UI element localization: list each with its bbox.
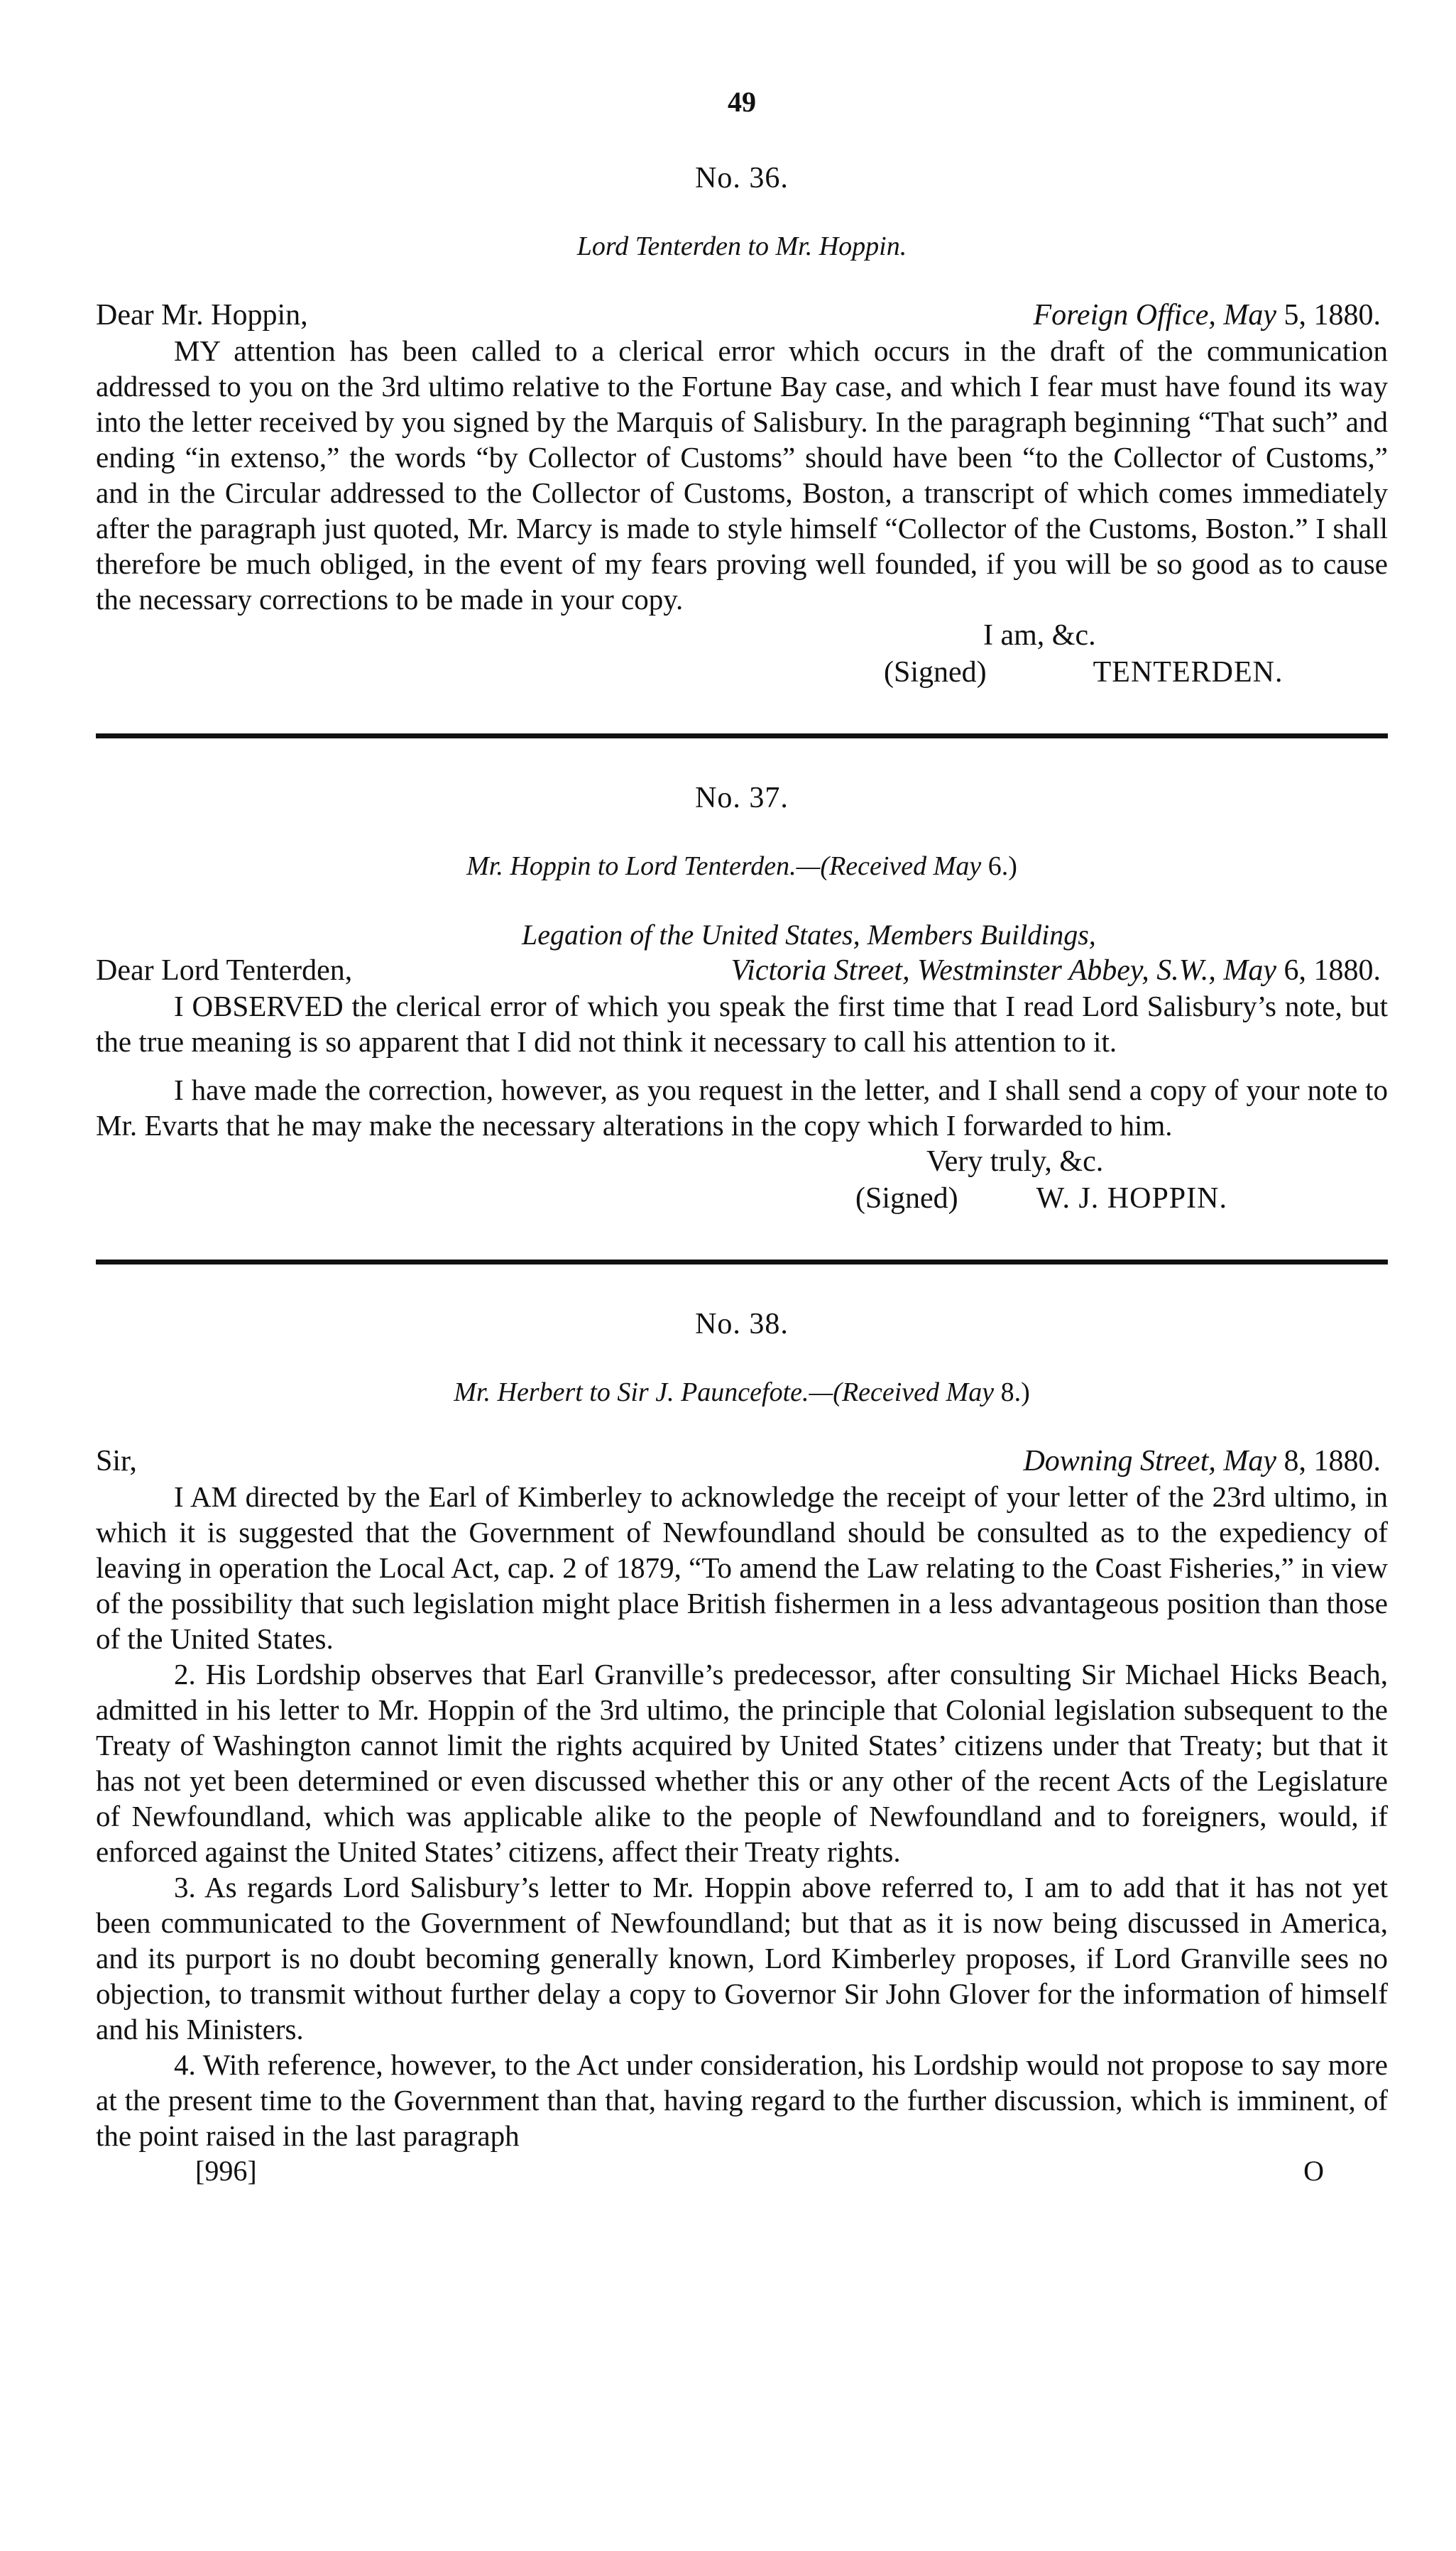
section-divider <box>96 1260 1388 1264</box>
letter-number: No. 37. <box>695 782 789 814</box>
salutation: Sir, <box>96 1445 137 1477</box>
place: Foreign Office, May <box>1033 299 1276 332</box>
document-page <box>96 85 1388 2189</box>
closing: Very truly, &c. <box>926 1145 1104 1178</box>
paragraph: I AM directed by the Earl of Kimberley to acknowledge the receipt of your letter of the 23rd ultimo, in which it is suggested that the Government of Newfoundland should be consulted as to the expediency of leaving in operation the Local Act, cap. 2 of 1879, “To amend the Law relating to the Coast Fisheries,” in view of the possibility that such legislation might place British fishermen in a less advantageous position than those of the United States. <box>96 1480 1388 1655</box>
place: Victoria Street, Westminster Abbey, S.W., May <box>730 954 1276 987</box>
letter-heading: Mr. Herbert to Sir J. Pauncefote.—(Received May <box>454 1377 995 1407</box>
received-date: 6.) <box>987 851 1017 881</box>
signature-line <box>96 1180 1388 1217</box>
salutation-line <box>96 297 1388 333</box>
signature-mark: [996] <box>195 2155 257 2187</box>
paragraph: 4. With reference, however, to the Act under consideration, his Lordship would not propose to say more at the present time to the Government than that, having regard to the further discussion, which is imminent, of the point raised in the last paragraph <box>96 2048 1388 2152</box>
signed-label: (Signed) <box>884 656 987 689</box>
page-footer <box>96 2153 1388 2189</box>
place-date <box>1033 297 1381 333</box>
closing: I am, &c. <box>983 619 1096 652</box>
letter-heading-line <box>96 1377 1388 1408</box>
letter-heading: Mr. Hoppin to Lord Tenterden.—(Received May <box>466 851 982 881</box>
place-date <box>1023 1443 1381 1479</box>
letter-heading-line <box>96 851 1388 882</box>
letter-heading: Lord Tenterden to Mr. Hoppin. <box>576 231 907 261</box>
sheet-mark: O <box>1303 2155 1324 2187</box>
signature: TENTERDEN. <box>1093 656 1283 689</box>
paragraph: I OBSERVED the clerical error of which you speak the first time that I read Lord Salisbury’s note, but the true meaning is so apparent that I did not think it necessary to call his attention to it. <box>96 990 1388 1058</box>
place: Downing Street, May <box>1023 1445 1276 1477</box>
letter-37 <box>96 781 1388 1217</box>
section-divider <box>96 733 1388 738</box>
salutation-line <box>96 1443 1388 1479</box>
date: 5, 1880. <box>1283 299 1381 332</box>
letter-number: No. 36. <box>695 162 789 195</box>
signed-label: (Signed) <box>855 1182 958 1215</box>
date: 8, 1880. <box>1283 1445 1381 1477</box>
letter-36 <box>96 161 1388 691</box>
place-date <box>731 953 1381 988</box>
letter-number: No. 38. <box>695 1308 789 1340</box>
paragraph: 3. As regards Lord Salisbury’s letter to Mr. Hoppin above referred to, I am to add that it has not yet been communicated to the Government of Newfoundland; but that as it is now being discussed in America, and its purport is no doubt becoming generally known, Lord Kimberley proposes, if Lord Granville sees no objection, to transmit without further delay a copy to Governor Sir John Glover for the information of himself and his Ministers. <box>96 1871 1388 2045</box>
page-number: 49 <box>728 86 756 118</box>
signature-line <box>96 654 1388 691</box>
date: 6, 1880. <box>1283 954 1381 987</box>
salutation: Dear Mr. Hoppin, <box>96 299 308 332</box>
salutation-line <box>96 953 1388 988</box>
closing-block <box>96 617 1388 691</box>
signature: W. J. HOPPIN. <box>1036 1182 1227 1215</box>
paragraph: I have made the correction, however, as you request in the letter, and I shall send a copy of your note to Mr. Evarts that he may make the necessary alterations in the copy which I forwarded to him. <box>96 1074 1388 1142</box>
address-line: Legation of the United States, Members Buildings, <box>522 919 1096 951</box>
paragraph: 2. His Lordship observes that Earl Granville’s predecessor, after consulting Sir Michael Hicks Beach, admitted in his letter to Mr. Hoppin of the 3rd ultimo, the principle that Colonial legislation subsequent to the Treaty of Washington cannot limit the rights acquired by United States’ citizens under that Treaty; but that it has not yet been determined or even discussed whether this or any other of the recent Acts of the Legislature of Newfoundland, which was applicable alike to the people of Newfoundland and to foreigners, would, if enforced against the United States’ citizens, affect their Treaty rights. <box>96 1658 1388 1868</box>
paragraph: MY attention has been called to a clerical error which occurs in the draft of the communication addressed to you on the 3rd ultimo relative to the Fortune Bay case, and which I fear must have found its way into the letter received by you signed by the Marquis of Salisbury. In the paragraph beginning “That such” and ending “in extenso,” the words “by Collector of Customs” should have been “to the Collector of Customs,” and in the Circular addressed to the Collector of Customs, Boston, a transcript of which comes immediately after the paragraph just quoted, Mr. Marcy is made to style himself “Collector of the Customs, Boston.” I shall therefore be much obliged, in the event of my fears proving well founded, if you will be so good as to cause the necessary corrections to be made in your copy. <box>96 334 1388 616</box>
closing-block <box>96 1143 1388 1217</box>
salutation: Dear Lord Tenterden, <box>96 954 353 987</box>
received-date: 8.) <box>1000 1377 1030 1407</box>
letter-38 <box>96 1307 1388 2153</box>
